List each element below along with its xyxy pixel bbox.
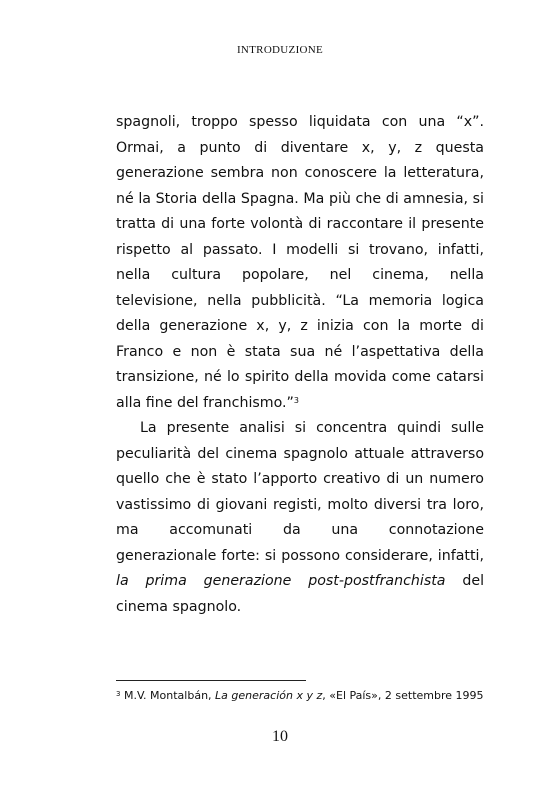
main-text: [116, 110, 484, 620]
footnote-number: 3: [116, 690, 121, 698]
paragraph-2-text: La presente analisi si concentra quindi sulle peculiarità del cinema spagnolo attuale attraverso quello che è stato l’apporto creativo di un numero vastissimo di giovani registi, molto diversi tra loro, ma accomunati da una connotazione generazionale forte: si possono considerare, infatti,: [116, 420, 484, 564]
paragraph-2: [116, 416, 484, 620]
paragraph-1: [116, 110, 484, 416]
footnote-source: , «El País», 2 settembre 1995: [322, 689, 484, 702]
paragraph-1-text: spagnoli, troppo spesso liquidata con una “x”. Ormai, a punto di diventare x, y, z questa generazione sembra non conoscere la letteratura, né la Storia della Spagna. Ma più che di amnesia, si tratta di una forte volontà di raccontare il presente rispetto al passato. I modelli si trovano, infatti, nella cultura popolare, nel cinema, nella televisione, nella pubblicità. “La memoria logica della generazione x, y, z inizia con la morte di Franco e non è stata sua né l’aspettativa della transizione, né lo spirito della movida come catarsi alla fine del franchismo.”: [116, 114, 484, 411]
paragraph-2-text-end: del cinema spagnolo.: [116, 573, 485, 615]
footnote-separator: [116, 680, 306, 681]
running-header: INTRODUZIONE: [236, 44, 324, 56]
footnote-reference: 3: [293, 395, 299, 405]
paragraph-2-emphasis: la prima generazione post-postfranchista: [116, 573, 446, 589]
footnote: [116, 688, 484, 703]
footnote-title: La generación x y z: [215, 689, 323, 702]
footnote-author: M.V. Montalbán,: [120, 689, 216, 702]
page-number: 10: [272, 728, 288, 745]
